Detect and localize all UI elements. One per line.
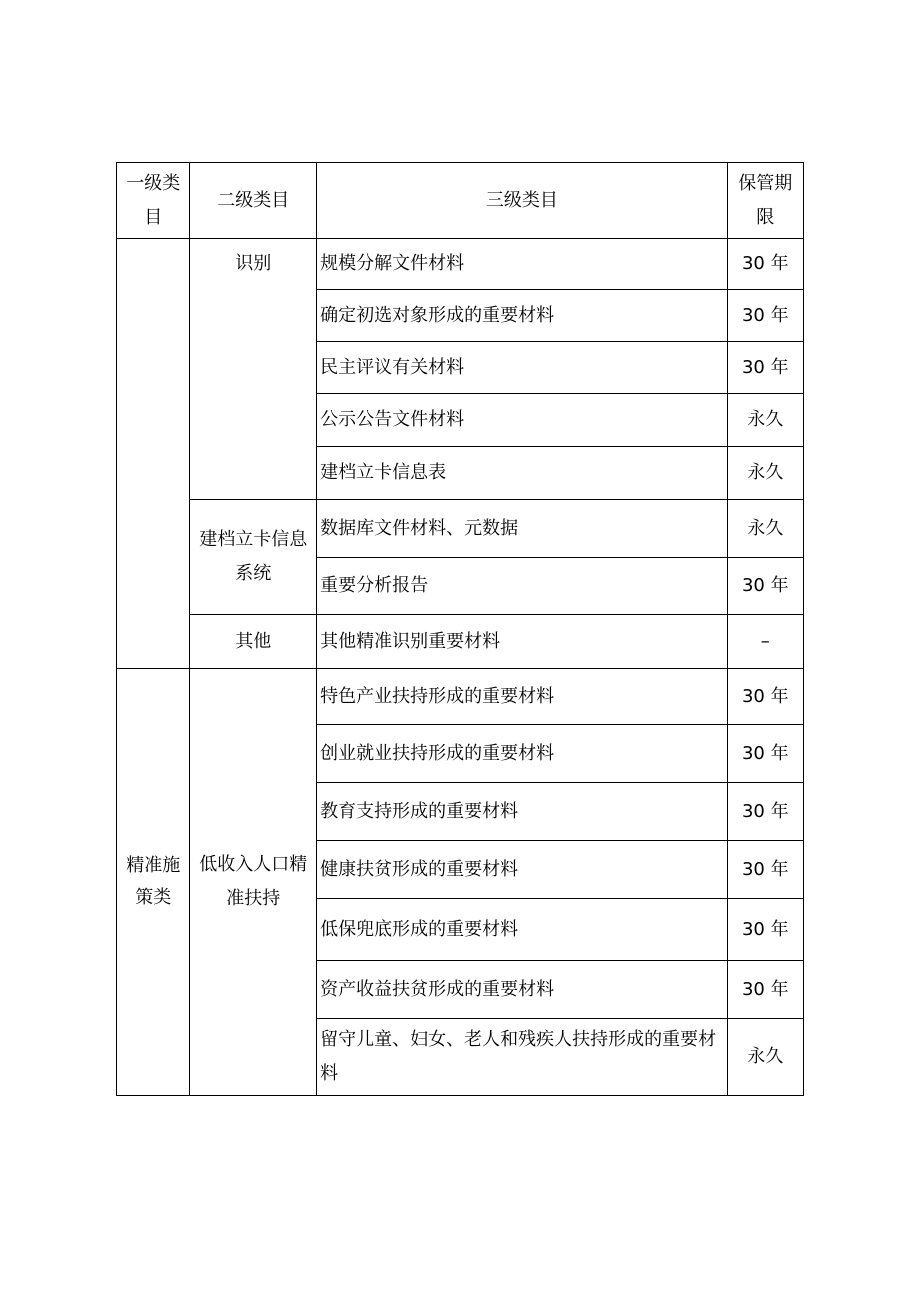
period-cell: 30 年 <box>727 899 803 961</box>
period-cell: 30 年 <box>727 725 803 783</box>
level3-cell: 低保兜底形成的重要材料 <box>317 899 727 961</box>
table-row <box>117 239 804 290</box>
level3-cell: 教育支持形成的重要材料 <box>317 783 727 841</box>
header-row <box>117 163 804 239</box>
period-cell: 30 年 <box>727 342 803 394</box>
level2-cell: 其他 <box>190 615 317 669</box>
header-period: 保管期限 <box>727 163 803 239</box>
level1-cell <box>117 239 190 669</box>
table-row <box>117 669 804 725</box>
table-row <box>117 615 804 669</box>
level2-cell: 低收入人口精准扶持 <box>190 669 317 1096</box>
period-cell: 30 年 <box>727 239 803 290</box>
table-row <box>117 500 804 558</box>
level3-cell: 资产收益扶贫形成的重要材料 <box>317 961 727 1019</box>
level3-cell: 健康扶贫形成的重要材料 <box>317 841 727 899</box>
period-cell: 30 年 <box>727 783 803 841</box>
header-level2: 二级类目 <box>190 163 317 239</box>
period-cell: 永久 <box>727 394 803 447</box>
period-cell: 30 年 <box>727 841 803 899</box>
period-cell: 30 年 <box>727 669 803 725</box>
level3-cell: 确定初选对象形成的重要材料 <box>317 290 727 342</box>
level3-cell: 建档立卡信息表 <box>317 447 727 500</box>
level3-cell: 其他精准识别重要材料 <box>317 615 727 669</box>
level3-cell: 数据库文件材料、元数据 <box>317 500 727 558</box>
level3-cell: 规模分解文件材料 <box>317 239 727 290</box>
retention-period-table <box>116 162 804 1096</box>
period-cell: 30 年 <box>727 290 803 342</box>
period-cell: 永久 <box>727 447 803 500</box>
period-cell: 30 年 <box>727 961 803 1019</box>
period-cell: 永久 <box>727 500 803 558</box>
level2-cell: 建档立卡信息系统 <box>190 500 317 615</box>
level2-cell: 识别 <box>190 239 317 500</box>
period-cell: 30 年 <box>727 558 803 615</box>
period-cell: – <box>727 615 803 669</box>
period-cell: 永久 <box>727 1019 803 1096</box>
level3-cell: 特色产业扶持形成的重要材料 <box>317 669 727 725</box>
header-level3: 三级类目 <box>317 163 727 239</box>
level3-cell: 重要分析报告 <box>317 558 727 615</box>
level3-cell: 留守儿童、妇女、老人和残疾人扶持形成的重要材料 <box>317 1019 727 1096</box>
level1-cell: 精准施策类 <box>117 669 190 1096</box>
header-level1: 一级类目 <box>117 163 190 239</box>
level3-cell: 民主评议有关材料 <box>317 342 727 394</box>
level3-cell: 公示公告文件材料 <box>317 394 727 447</box>
level3-cell: 创业就业扶持形成的重要材料 <box>317 725 727 783</box>
